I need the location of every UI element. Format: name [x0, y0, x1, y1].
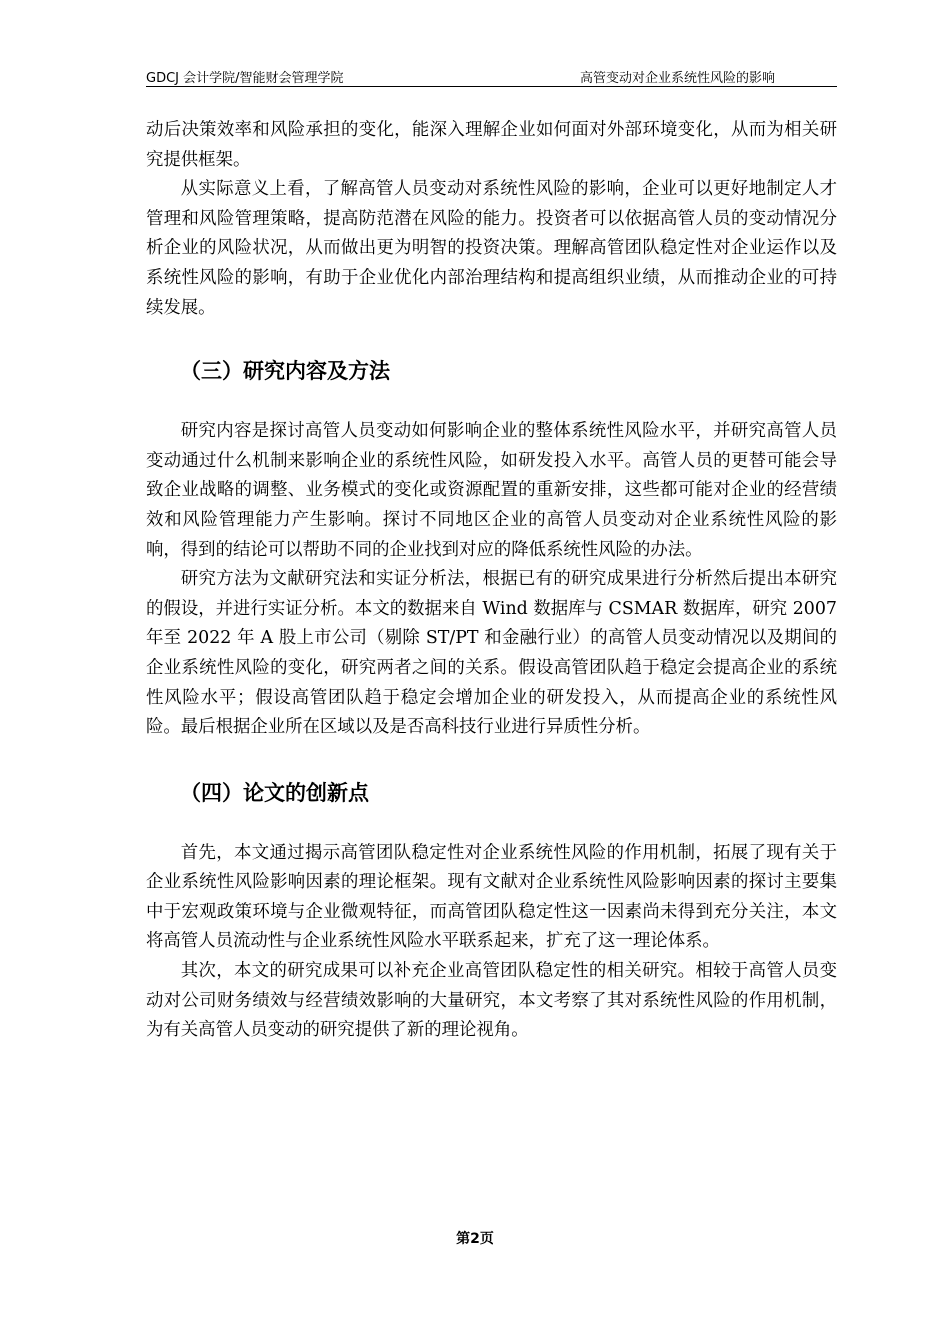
paragraph-research-content: 研究内容是探讨高管人员变动如何影响企业的整体系统性风险水平，并研究高管人员变动通过什么机制来影响企业的系统性风险，如研发投入水平。高管人员的更替可能会导致企业战略的调整、业务模式的变化或资源配置的重新安排，这些都可能对企业的经营绩效和风险管理能力产生影响。探讨不同地区企业的高管人员变动对企业系统性风险的影响，得到的结论可以帮助不同的企业找到对应的降低系统性风险的办法。 [146, 421, 837, 560]
header-institution: GDCJ 会计学院/智能财会管理学院 [146, 71, 344, 86]
header-title: 高管变动对企业系统性风险的影响 [579, 71, 775, 86]
page-number: 第2页 [456, 1231, 494, 1247]
paragraph-innovation-second: 其次，本文的研究成果可以补充企业高管团队稳定性的相关研究。相较于高管人员变动对公司财务绩效与经营绩效影响的大量研究，本文考察了其对系统性风险的作用机制，为有关高管人员变动的研究提供了新的理论视角。 [146, 961, 837, 1041]
section-heading-research-content: （三）研究内容及方法 [180, 359, 390, 384]
paragraph-innovation-first: 首先，本文通过揭示高管团队稳定性对企业系统性风险的作用机制，拓展了现有关于企业系统性风险影响因素的理论框架。现有文献对企业系统性风险影响因素的探讨主要集中于宏观政策环境与企业微观特征，而高管团队稳定性这一因素尚未得到充分关注，本文将高管人员流动性与企业系统性风险水平联系起来，扩充了这一理论体系。 [146, 842, 837, 952]
section-heading-innovation: （四）论文的创新点 [180, 780, 369, 805]
paragraph-research-method: 研究方法为文献研究法和实证分析法，根据已有的研究成果进行分析然后提出本研究的假设，并进行实证分析。本文的数据来自 Wind 数据库与 CSMAR 数据库，研究 2007 年至 2022 年 A 股上市公司（剔除 ST/PT 和金融行业）的高管人员变动情况以及期间的企业系统性风险的变化，研究两者之间的关系。假设高管团队趋于稳定会提高企业的系统性风险水平；假设高管团队趋于稳定会增加企业的研发投入，从而提高企业的系统性风险。最后根据企业所在区域以及是否高科技行业进行异质性分析。 [146, 569, 837, 738]
paragraph-practical-significance: 从实际意义上看，了解高管人员变动对系统性风险的影响，企业可以更好地制定人才管理和风险管理策略，提高防范潜在风险的能力。投资者可以依据高管人员的变动情况分析企业的风险状况，从而做出更为明智的投资决策。理解高管团队稳定性对企业运作以及系统性风险的影响，有助于企业优化内部治理结构和提高组织业绩，从而推动企业的可持续发展。 [146, 179, 837, 318]
paragraph-continued: 动后决策效率和风险承担的变化，能深入理解企业如何面对外部环境变化，从而为相关研究提供框架。 [146, 120, 837, 170]
document-body [146, 116, 837, 1046]
page-header [146, 64, 837, 87]
